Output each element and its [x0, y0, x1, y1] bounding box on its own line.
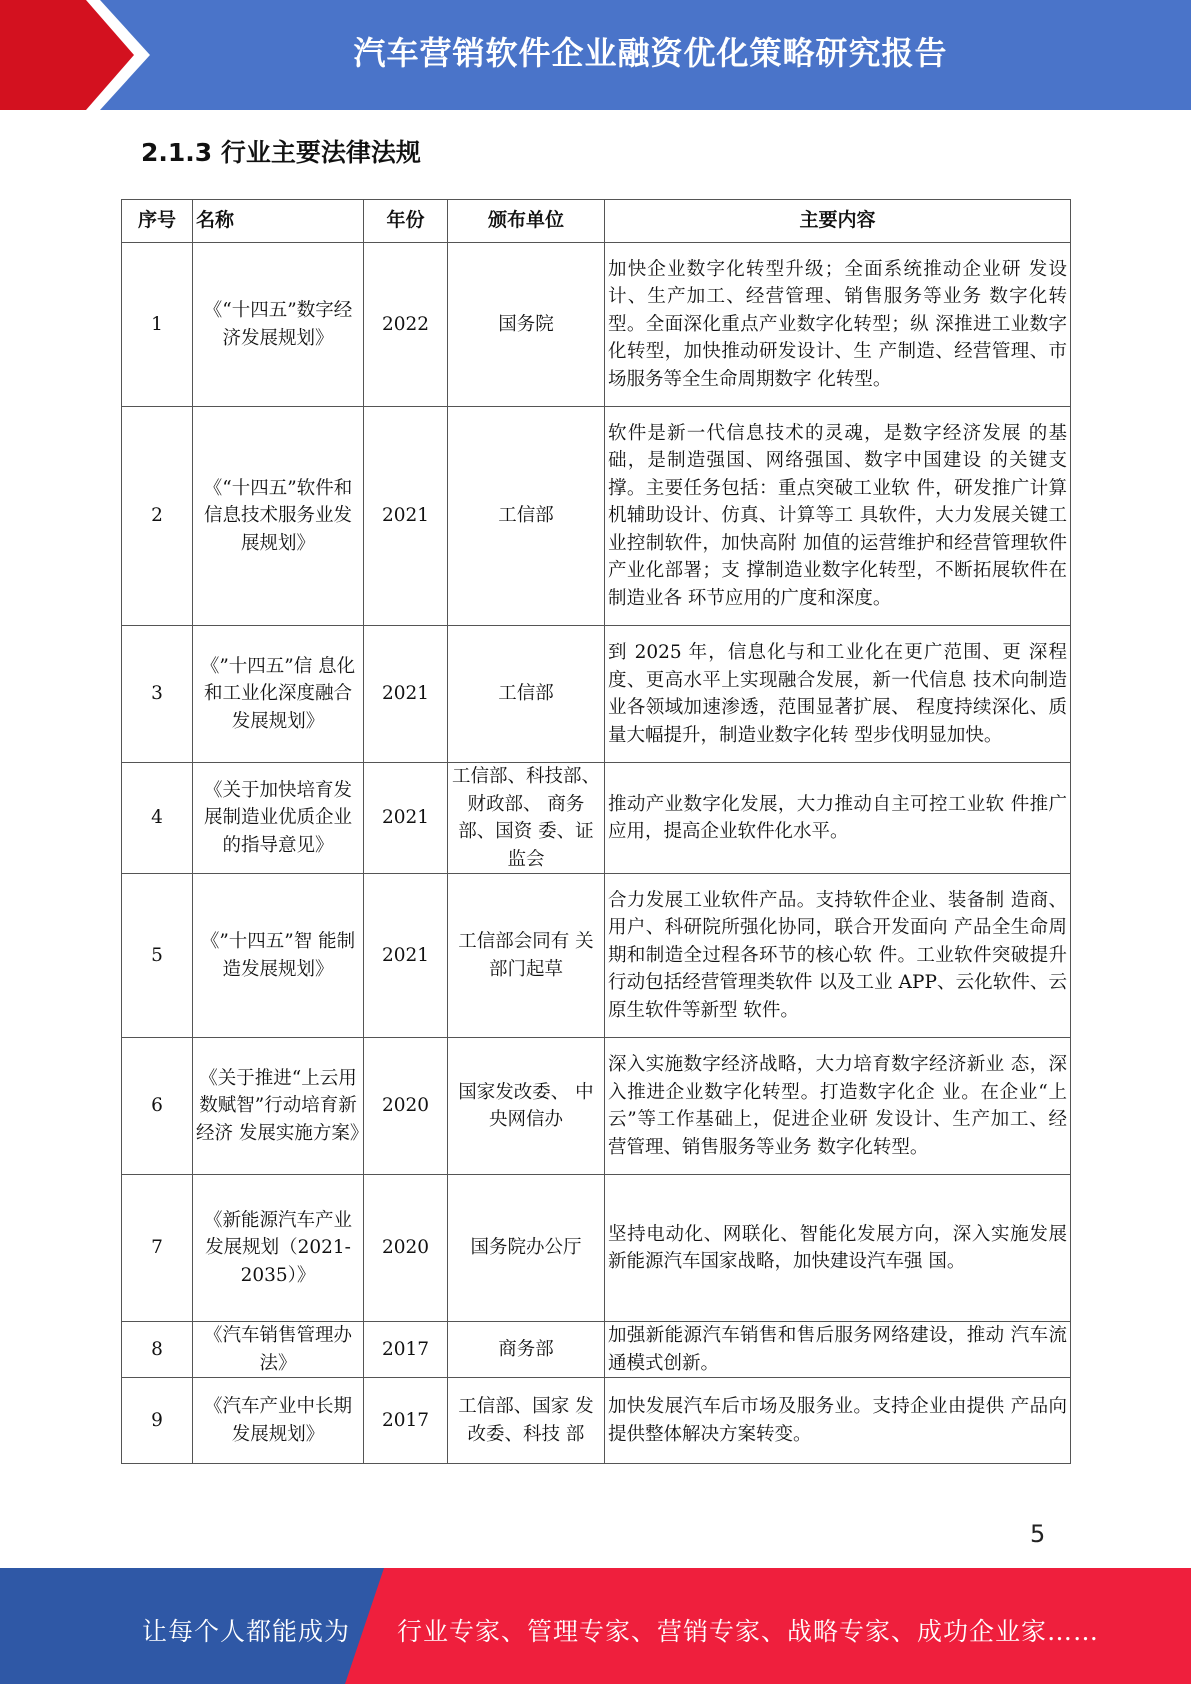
row-org: 工信部、国家 发改委、科技 部 [448, 1378, 605, 1464]
row-org: 国务院办公厅 [448, 1175, 605, 1322]
row-content: 加快企业数字化转型升级；全面系统推动企业研 发设计、生产加工、经营管理、销售服务等业务 数字化转型。全面深化重点产业数字化转型；纵 深推进工业数字化转型，加快推动研发设计、生 产制造、经营管理、市场服务等全生命周期数字 化转型。 [605, 243, 1071, 407]
row-content: 软件是新一代信息技术的灵魂，是数字经济发展 的基础，是制造强国、网络强国、数字中国建设 的关键支撑。主要任务包括：重点突破工业软 件，研发推广计算机辅助设计、仿真、计算等工 具软件，大力发展关键工业控制软件，加快高附 加值的运营维护和经营管理软件产业化部署；支 撑制造业数字化转型，不断拓展软件在制造业各 环节应用的广度和深度。 [605, 407, 1071, 626]
footer-slogan-left: 让每个人都能成为 [142, 1617, 351, 1646]
header-org: 颁布单位 [448, 200, 605, 243]
row-content: 深入实施数字经济战略，大力培育数字经济新业 态，深入推进企业数字化转型。打造数字化企 业。在企业“上云”等工作基础上，促进企业研 发设计、生产加工、经营管理、销售服务等业务 数字化转型。 [605, 1038, 1071, 1175]
row-org: 国家发改委、 中央网信办 [448, 1038, 605, 1175]
table-row [122, 1038, 1071, 1175]
row-org: 商务部 [448, 1322, 605, 1378]
row-seq: 7 [122, 1175, 193, 1322]
header-content: 主要内容 [605, 200, 1071, 243]
table-header-row [122, 200, 1071, 243]
page-number: 5 [1030, 1520, 1046, 1548]
header-arrow-decoration [0, 0, 160, 110]
row-seq: 3 [122, 626, 193, 763]
row-year: 2017 [364, 1322, 448, 1378]
row-name: 《“十四五”软件和信息技术服务业发展规划》 [193, 407, 364, 626]
row-name: 《汽车产业中长期发展规划》 [193, 1378, 364, 1464]
table-row [122, 407, 1071, 626]
row-year: 2021 [364, 626, 448, 763]
row-org: 工信部 [448, 407, 605, 626]
row-name: 《”十四五”智 能制造发展规划》 [193, 874, 364, 1038]
row-content: 加强新能源汽车销售和售后服务网络建设，推动 汽车流通模式创新。 [605, 1322, 1071, 1378]
row-seq: 1 [122, 243, 193, 407]
row-org: 工信部、科技部、财政部、 商务部、国资 委、证监会 [448, 763, 605, 874]
row-year: 2020 [364, 1175, 448, 1322]
table-row [122, 874, 1071, 1038]
laws-table [121, 199, 1071, 1464]
row-name: 《”十四五”信 息化和工业化深度融合发展规划》 [193, 626, 364, 763]
row-name: 《新能源汽车产业发展规划（2021-2035）》 [193, 1175, 364, 1322]
row-year: 2020 [364, 1038, 448, 1175]
row-org: 国务院 [448, 243, 605, 407]
table-row [122, 1322, 1071, 1378]
row-year: 2021 [364, 763, 448, 874]
header-seq: 序号 [122, 200, 193, 243]
row-year: 2017 [364, 1378, 448, 1464]
row-seq: 6 [122, 1038, 193, 1175]
table-row [122, 626, 1071, 763]
row-year: 2021 [364, 874, 448, 1038]
row-org: 工信部会同有 关部门起草 [448, 874, 605, 1038]
header-year: 年份 [364, 200, 448, 243]
row-year: 2021 [364, 407, 448, 626]
table-row [122, 1378, 1071, 1464]
row-content: 推动产业数字化发展，大力推动自主可控工业软 件推广应用，提高企业软件化水平。 [605, 763, 1071, 874]
table-row [122, 243, 1071, 407]
table-row [122, 763, 1071, 874]
row-name: 《关于推进“上云用数赋智”行动培育新经济 发展实施方案》 [193, 1038, 364, 1175]
row-seq: 2 [122, 407, 193, 626]
row-year: 2022 [364, 243, 448, 407]
row-name: 《汽车销售管理办法》 [193, 1322, 364, 1378]
row-name: 《关于加快培育发展制造业优质企业的指导意见》 [193, 763, 364, 874]
row-org: 工信部 [448, 626, 605, 763]
row-name: 《“十四五”数字经济发展规划》 [193, 243, 364, 407]
page-header [0, 0, 1191, 110]
header-name: 名称 [193, 200, 364, 243]
row-content: 到 2025 年，信息化与和工业化在更广范围、更 深程度、更高水平上实现融合发展，新一代信息 技术向制造业各领域加速渗透，范围显著扩展、 程度持续深化、质量大幅提升，制造业数字化转 型步伐明显加快。 [605, 626, 1071, 763]
row-content: 合力发展工业软件产品。支持软件企业、装备制 造商、用户、科研院所强化协同，联合开发面向 产品全生命周期和制造全过程各环节的核心软 件。工业软件突破提升行动包括经营管理类软件 以及工业 APP、云化软件、云原生软件等新型 软件。 [605, 874, 1071, 1038]
row-seq: 9 [122, 1378, 193, 1464]
row-content: 加快发展汽车后市场及服务业。支持企业由提供 产品向提供整体解决方案转变。 [605, 1378, 1071, 1464]
footer-slogan-right: 行业专家、管理专家、营销专家、战略专家、成功企业家…… [397, 1617, 1100, 1646]
row-seq: 4 [122, 763, 193, 874]
section-title: 2.1.3 行业主要法律法规 [141, 138, 421, 167]
row-seq: 5 [122, 874, 193, 1038]
row-content: 坚持电动化、网联化、智能化发展方向，深入实施发展新能源汽车国家战略，加快建设汽车强 国。 [605, 1175, 1071, 1322]
page-footer [0, 1568, 1191, 1684]
report-title: 汽车营销软件企业融资优化策略研究报告 [353, 34, 948, 72]
row-seq: 8 [122, 1322, 193, 1378]
table-row [122, 1175, 1071, 1322]
